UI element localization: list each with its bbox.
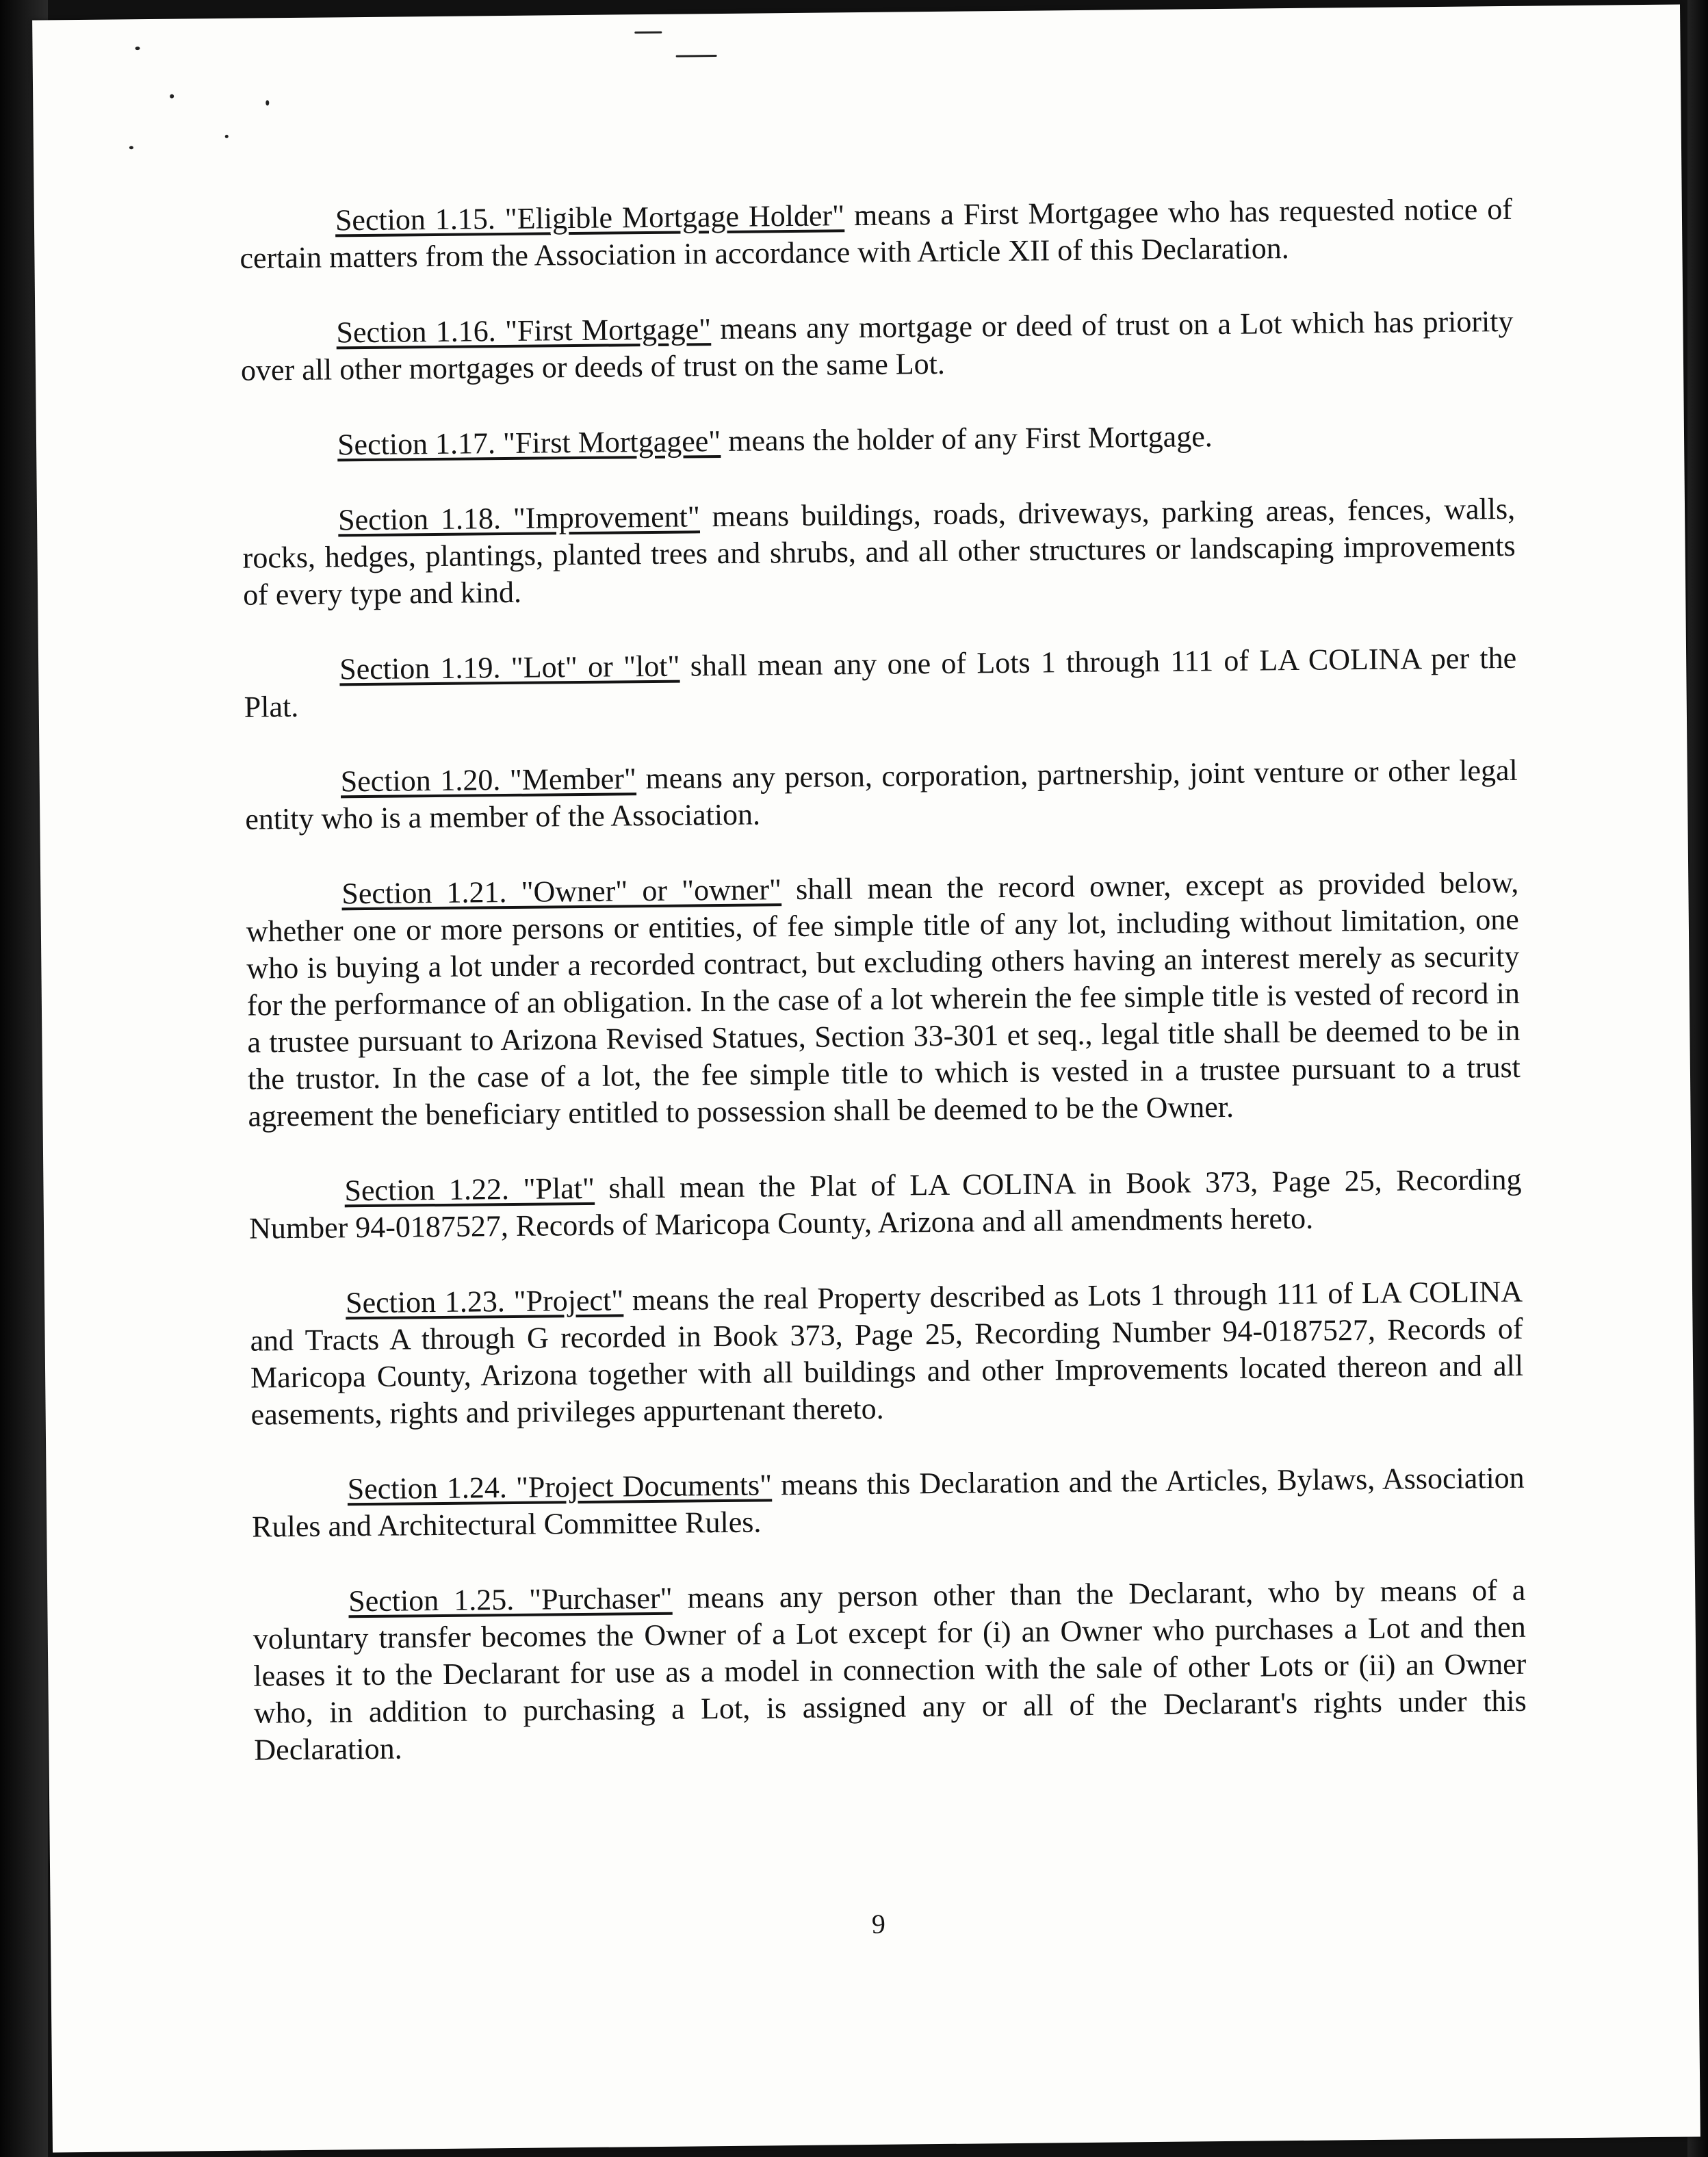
section-text: means the real Property described as Lots 1 through 111 of LA COLINA and Tracts A through G recorded in Book 373, Page 25, Recording Number 94-0187527, Records of Maricopa County, Arizona together with all buildings and other Improvements located thereon and all easements, rights and privileges appurtenant thereto. (250, 1274, 1524, 1432)
section-heading: Section 1.24. "Project Documents" (347, 1468, 773, 1506)
section-text: means any person, corporation, partnership, joint venture or other legal entity who is a member of the Association. (245, 753, 1518, 836)
section-1-24 (251, 1460, 1525, 1546)
section-1-16 (240, 303, 1514, 389)
section-text: means a First Mortgagee who has requested notice of certain matters from the Association in accordance with Article XII of this Declaration. (240, 192, 1513, 275)
section-heading: Section 1.23. "Project" (345, 1283, 624, 1320)
document-page (32, 5, 1700, 2153)
section-1-19 (244, 640, 1517, 726)
section-text: shall mean the Plat of LA COLINA in Book 373, Page 25, Recording Number 94-0187527, Records of Maricopa County, Arizona and all amendments hereto. (248, 1162, 1522, 1245)
section-1-15 (240, 191, 1513, 277)
section-text: shall mean the record owner, except as provided below, whether one or more persons or entities, of fee simple title of any lot, including without limitation, one who is buying a lot under a recorded contract, but excluding others having an interest merely as security for the performance of an obligation. In the case of a lot wherein the fee simple title is vested of record in a trustee pursuant to Arizona Revised Statues, Section 33-301 et seq., legal title shall be deemed to be in the trustor. In the case of a lot, the fee simple title to which is vested in a trustee pursuant to a trust agreement the beneficiary entitled to possession shall be deemed to be the Owner. (246, 865, 1521, 1133)
section-heading: Section 1.21. "Owner" or "owner" (341, 873, 782, 911)
scan-speck (676, 55, 717, 57)
section-heading: Section 1.15. "Eligible Mortgage Holder" (335, 198, 845, 237)
section-heading: Section 1.25. "Purchaser" (348, 1581, 673, 1618)
section-heading: Section 1.17. "First Mortgagee" (337, 424, 721, 462)
document-body (240, 191, 1527, 1807)
scan-speck (129, 146, 133, 149)
section-text: means the holder of any First Mortgage. (728, 419, 1213, 458)
section-text: means this Declaration and the Articles, Bylaws, Association Rules and Architectural Committee Rules. (252, 1460, 1525, 1544)
section-heading: Section 1.19. "Lot" or "lot" (339, 649, 680, 686)
section-heading: Section 1.16. "First Mortgage" (336, 312, 712, 350)
section-heading: Section 1.22. "Plat" (344, 1171, 595, 1208)
section-1-21 (246, 864, 1521, 1135)
section-heading: Section 1.18. "Improvement" (337, 500, 701, 537)
section-text: means any person other than the Declarant, who by means of a voluntary transfer becomes the Owner of a Lot except for (i) an Owner who purchases a Lot and then leases it to the Declarant for use as a model in connection with the sale of other Lots or (ii) an Owner who, in addition to purchasing a Lot, is assigned any or all of the Declarant's rights under this Declaration. (253, 1573, 1527, 1767)
section-1-17 (242, 415, 1514, 465)
section-1-18 (242, 491, 1516, 614)
section-1-23 (250, 1274, 1524, 1434)
scan-speck (634, 31, 662, 34)
page-number: 9 (871, 1908, 886, 1939)
scan-speck (266, 100, 269, 105)
section-text: means any mortgage or deed of trust on a Lot which has priority over all other mortgages or deeds of trust on the same Lot. (240, 304, 1514, 387)
scan-speck (135, 47, 140, 50)
section-1-20 (245, 752, 1518, 838)
section-1-22 (248, 1161, 1522, 1248)
scan-speck (170, 94, 174, 99)
section-1-25 (253, 1572, 1527, 1769)
section-text: shall mean any one of Lots 1 through 111 of LA COLINA per the Plat. (244, 641, 1517, 724)
section-heading: Section 1.20. "Member" (340, 762, 637, 799)
section-text: means buildings, roads, driveways, parking areas, fences, walls, rocks, hedges, plantings, planted trees and shrubs, and all other structures or landscaping improvements of every type and kind. (242, 491, 1516, 612)
scan-speck (225, 135, 229, 138)
